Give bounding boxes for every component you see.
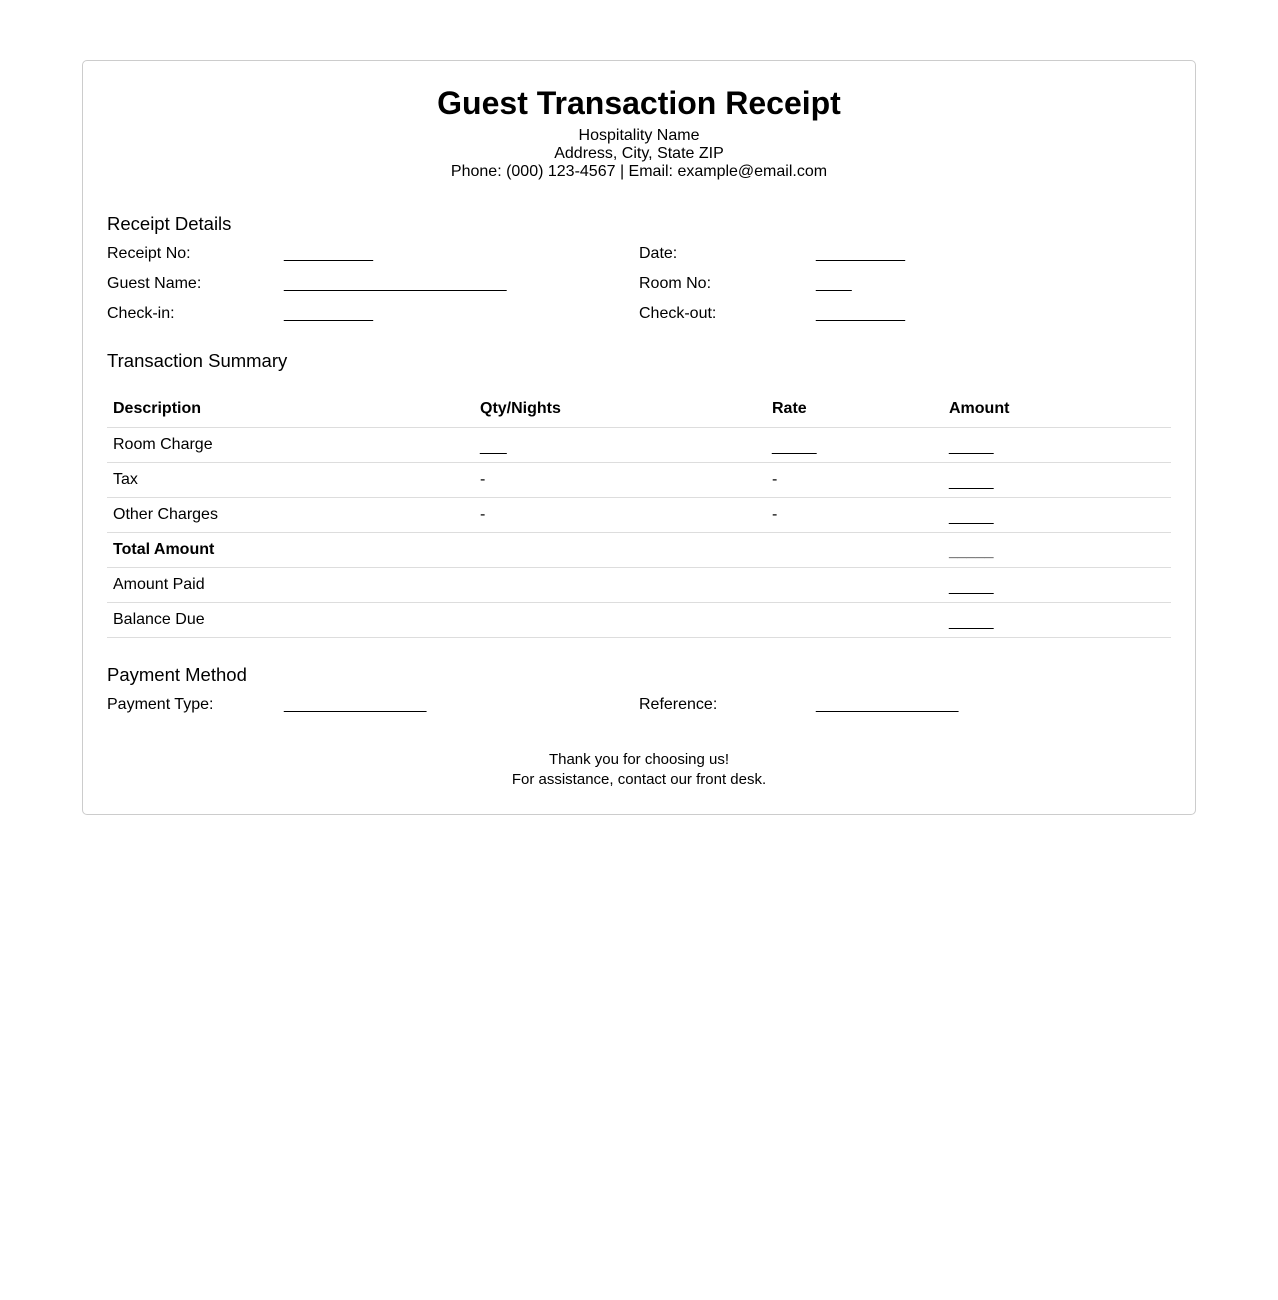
column-header-qty: Qty/Nights bbox=[474, 391, 766, 427]
column-header-rate: Rate bbox=[766, 391, 943, 427]
row-description: Room Charge bbox=[107, 427, 474, 462]
check-out-blank: __________ bbox=[816, 305, 905, 322]
reference-label: Reference: bbox=[639, 696, 718, 713]
row-qty bbox=[474, 602, 766, 637]
guest-name-label: Guest Name: bbox=[107, 275, 202, 292]
reference-field bbox=[639, 695, 958, 715]
row-qty: - bbox=[474, 462, 766, 497]
receipt-no-label: Receipt No: bbox=[107, 245, 191, 262]
row-qty bbox=[474, 532, 766, 567]
receipt-card bbox=[82, 60, 1196, 815]
thank-you-message: Thank you for choosing us! bbox=[548, 751, 730, 768]
guest-name-blank: _________________________ bbox=[284, 275, 507, 292]
payment-type-label: Payment Type: bbox=[107, 696, 214, 713]
row-amount: _____ bbox=[943, 532, 1171, 567]
row-rate bbox=[766, 602, 943, 637]
date-blank: __________ bbox=[816, 245, 905, 262]
address: Address, City, State ZIP bbox=[554, 145, 724, 162]
room-no-label: Room No: bbox=[639, 275, 712, 292]
row-amount: _____ bbox=[943, 497, 1171, 532]
table-row bbox=[107, 567, 1171, 602]
row-amount: _____ bbox=[943, 567, 1171, 602]
table-row bbox=[107, 497, 1171, 532]
row-rate: _____ bbox=[766, 427, 943, 462]
table-row bbox=[107, 427, 1171, 462]
receipt-no-blank: __________ bbox=[284, 245, 373, 262]
check-in-blank: __________ bbox=[284, 305, 373, 322]
date-field bbox=[639, 244, 905, 264]
row-rate bbox=[766, 532, 943, 567]
check-in-field bbox=[107, 304, 373, 324]
reference-blank: ________________ bbox=[816, 696, 959, 713]
row-description: Other Charges bbox=[107, 497, 474, 532]
table-header-row bbox=[107, 391, 1171, 427]
receipt-no-field bbox=[107, 244, 373, 264]
column-header-description: Description bbox=[107, 391, 474, 427]
receipt-details-heading: Receipt Details bbox=[107, 213, 232, 234]
row-description: Balance Due bbox=[107, 602, 474, 637]
assistance-message: For assistance, contact our front desk. bbox=[511, 771, 767, 788]
room-no-blank: ____ bbox=[816, 275, 852, 292]
table-row-total bbox=[107, 532, 1171, 567]
hospitality-name: Hospitality Name bbox=[578, 127, 700, 144]
row-rate bbox=[766, 567, 943, 602]
row-amount: _____ bbox=[943, 427, 1171, 462]
payment-type-field bbox=[107, 695, 426, 715]
row-description: Amount Paid bbox=[107, 567, 474, 602]
transaction-summary-heading: Transaction Summary bbox=[107, 350, 288, 371]
row-amount: _____ bbox=[943, 462, 1171, 497]
check-out-field bbox=[639, 304, 905, 324]
column-header-amount: Amount bbox=[943, 391, 1171, 427]
check-out-label: Check-out: bbox=[639, 305, 717, 322]
room-no-field bbox=[639, 274, 852, 294]
row-qty: - bbox=[474, 497, 766, 532]
organization-info bbox=[83, 127, 1195, 181]
transaction-table bbox=[107, 391, 1171, 638]
row-description: Total Amount bbox=[107, 532, 474, 567]
page-title: Guest Transaction Receipt bbox=[437, 85, 841, 121]
row-description: Tax bbox=[107, 462, 474, 497]
row-qty: ___ bbox=[474, 427, 766, 462]
payment-method-heading: Payment Method bbox=[107, 664, 247, 685]
row-amount: _____ bbox=[943, 602, 1171, 637]
receipt-footer bbox=[83, 750, 1195, 790]
date-label: Date: bbox=[639, 245, 678, 262]
row-rate: - bbox=[766, 462, 943, 497]
row-qty bbox=[474, 567, 766, 602]
table-row bbox=[107, 602, 1171, 637]
payment-type-blank: ________________ bbox=[284, 696, 427, 713]
table-row bbox=[107, 462, 1171, 497]
check-in-label: Check-in: bbox=[107, 305, 175, 322]
row-rate: - bbox=[766, 497, 943, 532]
guest-name-field bbox=[107, 274, 506, 294]
contact-info: Phone: (000) 123-4567 | Email: example@email.com bbox=[450, 163, 828, 180]
